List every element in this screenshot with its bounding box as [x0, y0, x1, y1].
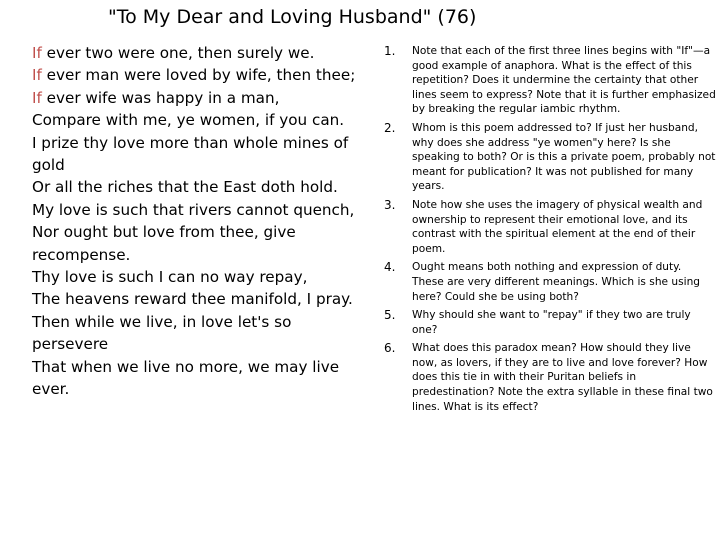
note-item — [384, 341, 716, 414]
note-text: What does this paradox mean? How should they live now, as lovers, if they are to live and love forever? How does this tie in with their Puritan beliefs in predestination? Note the extra syllable in these final two lines. What is its effect? — [412, 342, 713, 413]
poem-line-4: Compare with me, ye women, if you can. — [32, 111, 345, 130]
note-number: 5. — [384, 308, 396, 323]
poem-line-10: The heavens reward thee manifold, I pray. — [32, 290, 353, 309]
note-item — [384, 44, 716, 117]
note-item — [384, 121, 716, 194]
note-item — [384, 308, 716, 337]
poem-line-9: Thy love is such I can no way repay, — [32, 268, 308, 287]
poem-line-6: Or all the riches that the East doth hold. — [32, 178, 338, 197]
note-number: 3. — [384, 197, 396, 212]
note-text: Whom is this poem addressed to? If just her husband, why does she address "ye women"y here? Is she speaking to both? Or is this a private poem, probably not meant for publication? It was not published for many years. — [412, 121, 716, 193]
annotation-notes-list — [384, 44, 716, 418]
poem-line-3 — [32, 87, 367, 109]
note-number: 1. — [384, 44, 396, 58]
poem-line-1 — [32, 42, 367, 64]
poem-line-11: Then while we live, in love let's so persevere — [32, 312, 292, 354]
poem-line-3-lead: If — [32, 88, 42, 107]
note-text: Ought means both nothing and expression of duty. These are very different meanings. Which is she using here? Could she be using both? — [412, 261, 701, 303]
note-text: Note how she uses the imagery of physical wealth and ownership to represent their emotional love, and its contrast with the spiritual element at the end of their poem. — [412, 198, 703, 255]
poem-line-2 — [32, 64, 367, 86]
slide-title: "To My Dear and Loving Husband" (76) — [108, 6, 477, 28]
poem-line-1-text: ever two were one, then surely we. — [41, 44, 315, 62]
poem-line-5: I prize thy love more than whole mines of gold — [32, 133, 349, 175]
poem-line-2-text: ever man were loved by wife, then thee; — [41, 66, 356, 85]
poem-text — [32, 42, 367, 401]
note-text: Note that each of the first three lines begins with "If"—a good example of anaphora. What is the effect of this repetition? Does it undermine the certainty that other lines seem to express? Note that it is further emphasized by breaking the regular iambic rhythm. — [412, 45, 716, 116]
poem-line-8: Nor ought but love from thee, give recompense. — [32, 223, 296, 264]
poem-line-1-lead: If — [32, 44, 42, 62]
note-number: 2. — [384, 120, 396, 135]
note-number: 6. — [384, 341, 396, 356]
poem-line-7: My love is such that rivers cannot quench, — [32, 200, 355, 219]
poem-line-2-lead: If — [32, 66, 42, 85]
poem-line-3-text: ever wife was happy in a man, — [41, 88, 280, 107]
note-item — [384, 260, 716, 304]
note-item — [384, 198, 716, 256]
note-number: 4. — [384, 260, 396, 275]
poem-line-12: That when we live no more, we may live ever. — [32, 357, 340, 399]
note-text: Why should she want to "repay" if they two are truly one? — [412, 309, 691, 336]
